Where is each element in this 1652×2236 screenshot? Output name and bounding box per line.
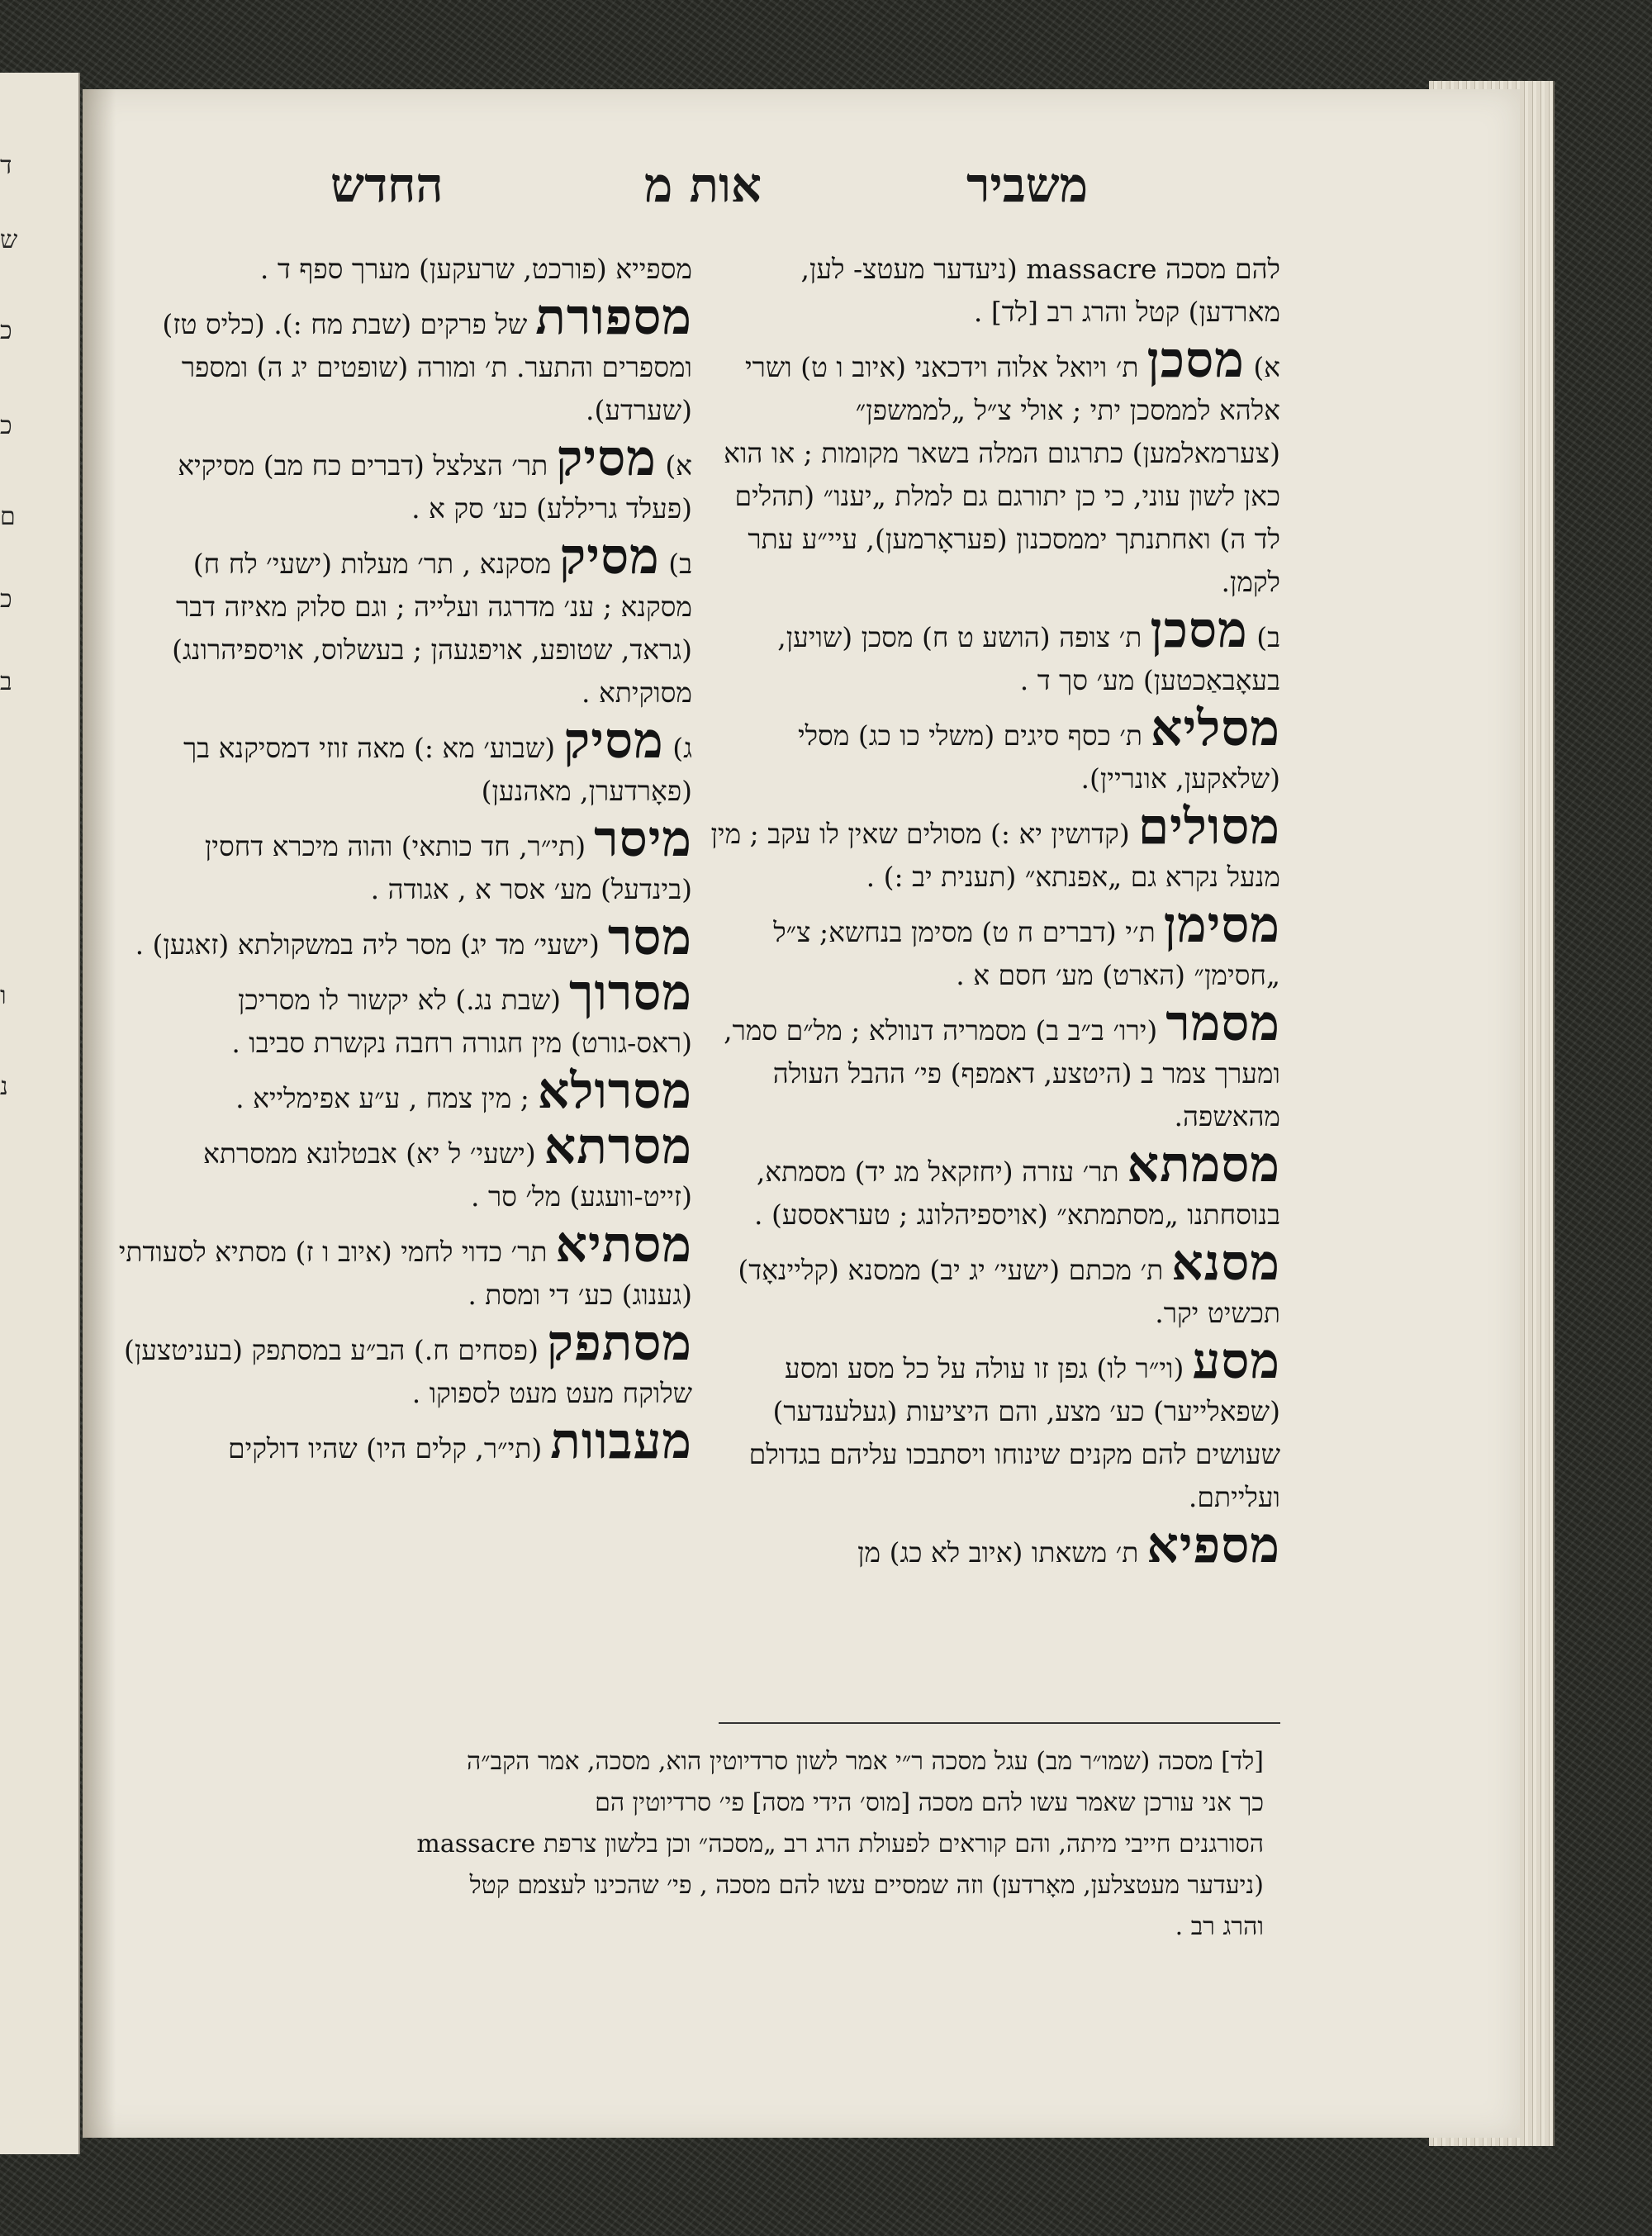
entry [114,714,692,813]
entry [702,1332,1280,1519]
gutter-shadow [83,89,116,2138]
entry [114,1314,692,1415]
margin-char: ב [0,667,12,696]
headword: מסמר [1165,995,1280,1052]
headword: מסתפק [546,1314,692,1372]
margin-char: כ [0,316,12,345]
margin-char: ד [0,151,12,180]
entry-text: ; מין צמח , ע״ע אפימלייא . [235,1082,529,1114]
entry [702,601,1280,702]
entry-text: ת׳י (דברים ח ט) מסימן בנחשא; צ״ל „חסימן״ (הארט) מע׳ חסם א . [773,916,1280,991]
headword: מסרולא [537,1062,692,1120]
entry [702,331,1280,604]
entry-prefix: א) [1253,351,1280,383]
margin-char: ו [0,981,7,1010]
entry [702,1519,1280,1574]
entry [114,530,692,714]
entry [702,1138,1280,1237]
margin-char: ש [0,225,18,254]
entry-prefix: א) [665,449,692,482]
footnote [116,1741,1264,1948]
entry [114,1412,692,1470]
headword: מסנא [1171,1234,1280,1292]
entry-prefix: ב) [668,548,692,580]
footnote-line: כך אני עורכן שאמר עשו להם מסכה [מוס׳ הידי מסה] פי׳ סרדיוטין הם [595,1788,1264,1817]
entry-text: (תי״ר, חד כותאי) והוה מיכרא דחסין (בינדעל) מע׳ אסר א , אגודה . [204,830,692,905]
right-column [702,248,1280,1574]
footnote-line: [לד] מסכה (שמו״ר מב) עגל מסכה ר״י אמר לשון סרדיוטין הוא, מסכה, אמר הקב״ה [466,1747,1264,1776]
entry-text: (פסחים ח.) הב״ע במסתפק (בעניטצען) שלוקח מעט מעט לספוקו . [123,1334,692,1409]
margin-char: נ [0,1072,8,1101]
entry [702,248,1280,334]
headword: מספורת [535,288,692,346]
running-head-right: משביר [966,157,1089,213]
entry [702,896,1280,997]
headword: מסע [1192,1332,1280,1390]
headword: מסיק [559,528,660,586]
running-head-left: החדש [330,157,444,213]
entry-text: (ירו׳ ב״ב ב) מסמריה דנוולא ; מל״ם סמר, ומערך צמר ב (היטצע, דאמפף) פי׳ ההבל העולה מהאשפה. [724,1014,1280,1132]
entry [702,1234,1280,1335]
headword: מסר [607,909,692,966]
entry-text: תר׳ עזרה (יחזקאל מג יד) מסמתא, בנוסחתנו „מסתמתא״ (אויספיהלונג ; טעראססע) . [753,1156,1280,1231]
entry-text: (ישעי׳ ל יא) אבטלונא ממסרתא (זייט-וועגע) מל׳ סר . [203,1137,692,1213]
footnote-line: הסורגנים חייבי מיתה, והם קוראים לפעולת הרג רב „מסכה״ וכן בלשון צרפת massacre [416,1830,1264,1859]
headword: מסתיא [555,1216,692,1274]
entry [114,1062,692,1120]
headword: מסימן [1163,896,1280,954]
headword: מסיק [556,430,657,487]
entry-text: (שבוע׳ מא :) מאה זוזי דמסיקנא בך (פאָרדערן, מאהנען) [183,732,692,807]
footnote-line: (ניעדער מעטצלען, מאָרדען) וזה שמסיים עשו להם מסכה , פי׳ שהכינו לעצמם קטל [469,1871,1264,1900]
entry-text: ת׳ מכתם (ישעי׳ יג יב) ממסנא (קליינאָד) תכשיט יקר. [738,1254,1280,1329]
headword: מיסר [594,810,692,868]
entry [114,911,692,966]
entry-text: (וי״ר לו) גפן זו עולה על כל מסע ומסע (שפאלייער) כע׳ מצע, והם היציעות (געלענדער) שעושים להם מקנים שינוחו ויסתבכו עליהם בגדולם ועלייתם. [748,1352,1280,1513]
footnote-rule [719,1722,1280,1724]
headword: מסרוך [569,964,692,1022]
entry [702,800,1280,899]
entry-text: (תי״ר, קלים היו) שהיו דולקים [228,1432,543,1465]
entry [702,702,1280,800]
entry [114,432,692,530]
left-column [114,248,692,1470]
entry-text: תר׳ הצלצל (דברים כח מב) מסיקיא (פעלד גריללע) כע׳ סק א . [178,449,692,525]
entry-text: ת׳ צופה (הושע ט ח) מסכן (שויען, בעאָבאַכטען) מע׳ סך ד . [777,621,1280,696]
entry [702,997,1280,1138]
headword: מסולים [1137,798,1280,856]
headword: מסכן [1150,601,1248,659]
entry-text: להם מסכה massacre (ניעדער מעטצ- לען, מארדען) קטל והרג רב [לד] . [800,253,1280,328]
entry-text: ת׳ כסף סיגים (משלי כו כג) מסלי (שלאקען, אונריין). [797,719,1280,795]
headword: מסליא [1150,700,1280,757]
entry [114,248,692,291]
entry-text: (קדושין יא :) מסולים שאין לו עקב ; מין מנעל נקרא גם „אפנתא״ (תענית יב :) . [710,818,1280,893]
entry-text: (שבת נג.) לא יקשור לו מסריכן (ראס-גורט) מין חגורה רחבה נקשרת סביבו . [231,984,692,1059]
entry-prefix: ג) [672,732,692,764]
entry-text: ת׳ משאתו (איוב לא כג) מן [857,1536,1139,1569]
headword: מסרתא [544,1118,692,1175]
footnote-line: והרג רב . [1175,1912,1264,1941]
entry-text: מספייא (פורכט, שרעקען) מערך ספף ד . [259,253,692,285]
running-head-center: אות מ [644,157,762,213]
entry-prefix: ב) [1256,621,1280,653]
entry [114,966,692,1065]
entry [114,288,692,432]
entry-text: ת׳ ויואל אלוה וידכאני (איוב ו ט) ושרי אלהא לממסכן יתי ; אולי צ״ל „לממשפן״ (צערמאלמען) כתרגום המלה בשאר מקומות ; או הוא כאן לשון עוני, כי כן יתורגם גם למלת „יענו״ (תהלים לד ה) ואחתנתך יממסכנון (פעראָרמען), עיי״ע עתר לקמן. [724,351,1280,598]
headword: מסיק [563,712,664,770]
headword: מסמתא [1127,1136,1280,1194]
entry [114,1218,692,1317]
left-page-edge [0,73,80,2154]
margin-char: כ [0,585,12,614]
entry-text: (ישעי׳ מד יג) מסר ליה במשקולתא (זאגען) . [135,928,600,961]
margin-char: ם [0,502,16,531]
headword: מעבוות [550,1412,692,1470]
margin-char: כ [0,411,12,440]
headword: מסכן [1146,331,1245,389]
headword: מספיא [1146,1517,1280,1574]
entry-text: של פרקים (שבת מח :). (כליס טז) ומספרים והתער. ת׳ ומורה (שופטים יג ה) ומספר (שערדע). [162,308,692,426]
entry-text: מסקנא , תר׳ מעלות (ישעי׳ לח ח) מסקנא ; ענ׳ מדרגה ועלייה ; וגם סלוק מאיזה דבר (גראד, שטופע, אויפגעהן ; בעשלוס, אויספיהרונג) מסוקיתא . [172,548,692,709]
entry [114,1120,692,1218]
entry-text: תר׳ כדוי לחמי (איוב ו ז) מסתיא לסעודתי (גענוג) כע׳ די ומסת . [118,1236,692,1311]
entry [114,810,692,911]
